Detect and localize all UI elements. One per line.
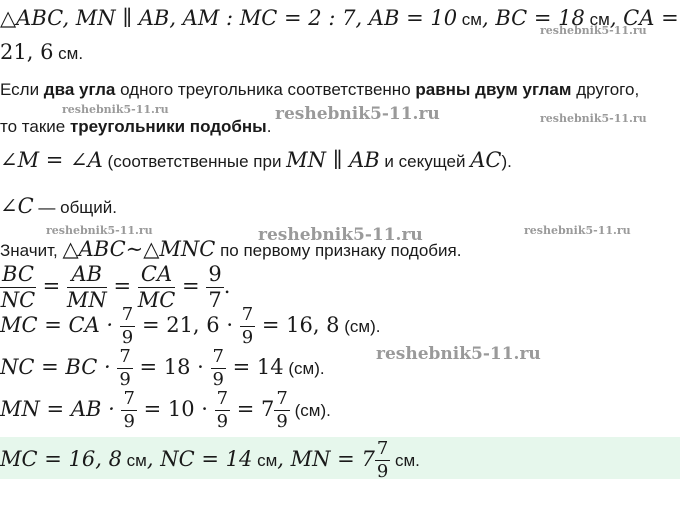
frac-num: 7 (216, 388, 229, 409)
angle-m-math: ∠M = ∠A (0, 148, 103, 172)
nc-calc-c: = 14 (232, 355, 284, 379)
unit-cm: см. (53, 44, 84, 63)
unit-cm: (см). (283, 359, 325, 378)
angle-c-math: ∠C (0, 194, 34, 218)
frac-den: 9 (241, 327, 254, 348)
rule-bold: два угла (43, 80, 116, 99)
frac-den: MC (137, 288, 176, 312)
frac-den: NC (0, 288, 36, 312)
frac-den: 7 (208, 288, 222, 312)
ratio-line (0, 264, 230, 311)
nc-calc-line (0, 348, 325, 389)
frac-7-9 (211, 348, 226, 389)
unit-cm: см. (390, 451, 420, 470)
watermark: reshebnik5-11.ru (62, 103, 169, 116)
watermark: reshebnik5-11.ru (540, 112, 647, 125)
unit-cm: см (121, 451, 147, 470)
given-math-b: , BC = 18 (481, 6, 585, 30)
conclusion-text: по первому признаку подобия. (215, 241, 462, 260)
given-ca-value: 21, 6 (0, 40, 54, 64)
equals-sign: = (42, 274, 61, 298)
mc-calc-line (0, 306, 381, 347)
rule-bold: треугольники подобны (69, 117, 267, 136)
rule-line-2 (0, 117, 271, 137)
ratio-frac-bc-nc (0, 264, 36, 311)
angle-m-math3: AC (470, 148, 502, 172)
frac-den: 9 (123, 411, 135, 432)
frac-7-9 (117, 348, 132, 389)
frac-7-9 (274, 390, 289, 431)
mn-calc-b: = 10 · (143, 397, 208, 421)
watermark: reshebnik5-11.ru (258, 225, 423, 245)
rule-text: . (266, 117, 272, 136)
mc-calc-a: MC = CA · (0, 313, 114, 337)
frac-num: 7 (376, 440, 389, 459)
angle-m-text: ). (501, 152, 512, 171)
mc-calc-b: = 21, 6 · (141, 313, 233, 337)
angle-c-line (0, 194, 117, 218)
ratio-frac-9-7 (206, 264, 223, 311)
frac-num: 7 (121, 304, 134, 325)
frac-num: 9 (208, 262, 222, 286)
frac-num: CA (138, 264, 176, 288)
watermark: reshebnik5-11.ru (540, 24, 647, 37)
ratio-frac-ab-mn (67, 264, 107, 311)
given-math-a: △ABC, MN ∥ AB, AM : MC = 2 : 7, AB = 10 (0, 6, 458, 30)
frac-num: 7 (241, 304, 254, 325)
conclusion-text: Значит, (0, 241, 63, 260)
ratio-frac-ca-mc (138, 264, 176, 311)
angle-m-math2: MN ∥ AB (286, 148, 380, 172)
frac-num: AB (67, 264, 107, 288)
equals-sign: = (113, 274, 132, 298)
equals-sign: = (182, 274, 200, 298)
rule-text: другого, (571, 80, 640, 99)
watermark: reshebnik5-11.ru (275, 104, 440, 124)
mn-calc-a: MN = AB · (0, 397, 115, 421)
watermark: reshebnik5-11.ru (376, 344, 541, 364)
rule-bold: равны двум углам (415, 80, 572, 99)
watermark: reshebnik5-11.ru (524, 224, 631, 237)
unit-cm: см (457, 10, 482, 29)
nc-calc-b: = 18 · (139, 355, 204, 379)
frac-den: 9 (276, 411, 288, 432)
unit-cm: (см). (339, 317, 381, 336)
answer-nc: , NC = 14 (146, 447, 253, 471)
angle-c-text: — общий. (33, 198, 118, 217)
answer-mc: MC = 16, 8 (0, 447, 122, 471)
frac-num: 7 (123, 388, 135, 409)
answer-mn: , MN = 7 (277, 447, 375, 471)
frac-num: 7 (212, 346, 224, 367)
frac-den: 9 (216, 411, 229, 432)
mn-calc-c: = 7 (236, 397, 275, 421)
nc-calc-a: NC = BC · (0, 355, 111, 379)
frac-7-9 (215, 390, 230, 431)
frac-7-9 (120, 306, 135, 347)
given-math-c: , CA = (609, 6, 679, 30)
frac-den: MN (66, 288, 107, 312)
period: . (223, 274, 231, 298)
rule-text: одного треугольника соответственно (115, 80, 416, 99)
unit-cm: см (584, 10, 610, 29)
frac-7-9 (121, 390, 136, 431)
angle-m-text: и секущей (379, 152, 471, 171)
mn-calc-line (0, 390, 331, 431)
answer-line (0, 440, 420, 478)
watermark: reshebnik5-11.ru (46, 224, 153, 237)
frac-den: 9 (212, 369, 224, 390)
angle-m-line (0, 148, 512, 172)
mc-calc-c: = 16, 8 (261, 313, 340, 337)
angle-m-text: (соответственные при (102, 152, 287, 171)
frac-num: 7 (276, 388, 288, 409)
frac-7-9 (375, 440, 390, 478)
rule-text: Если (0, 80, 44, 99)
frac-num: 7 (119, 346, 131, 367)
rule-text: то такие (0, 117, 70, 136)
frac-num: BC (2, 262, 34, 286)
frac-den: 9 (121, 327, 134, 348)
unit-cm: см (252, 451, 278, 470)
given-line-2 (0, 40, 83, 64)
rule-line-1 (0, 80, 639, 100)
frac-den: 9 (376, 461, 389, 478)
similarity-math: △ABC∼△MNC (62, 237, 216, 261)
unit-cm: (см). (289, 401, 331, 420)
frac-den: 9 (119, 369, 131, 390)
frac-7-9 (240, 306, 255, 347)
